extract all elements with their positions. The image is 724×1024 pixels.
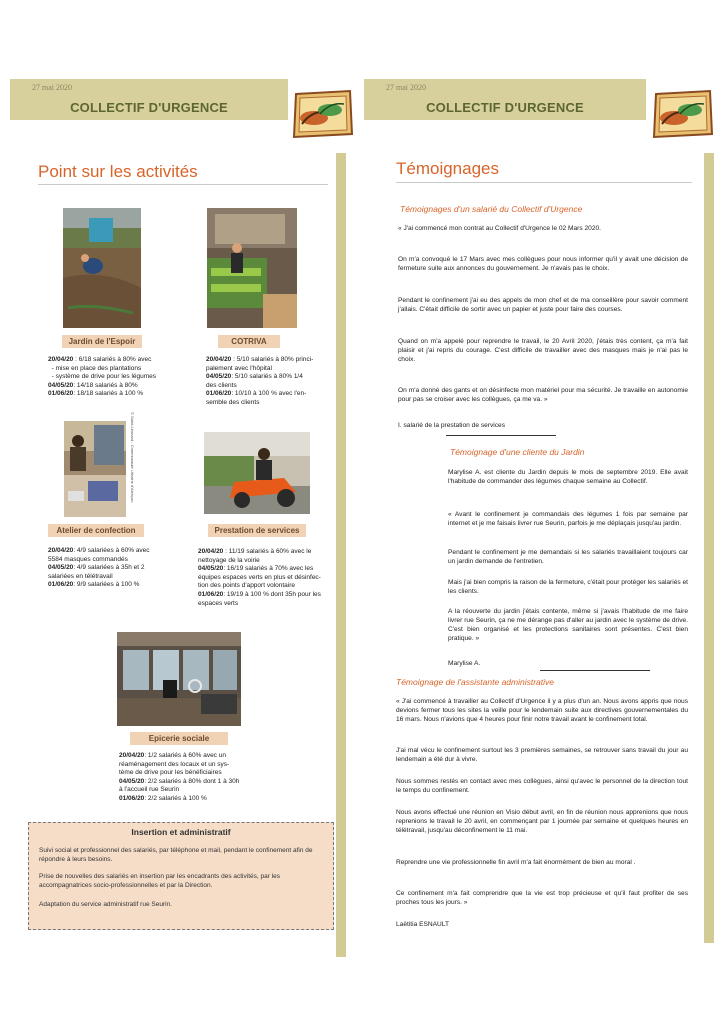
testimony-3-p6: Ce confinement m'a fait comprendre que la vie est trop précieuse et qu'il faut profiter de ses proches tous les jours. »	[396, 890, 688, 906]
epicerie-label: Epicerie sociale	[130, 732, 228, 745]
testimony-2-p3: Pendant le confinement je me demandais si les salariés travaillaient toujours car un jardin demande de l'entretien.	[448, 549, 688, 565]
testimony-3-signature: Laëtitia ESNAULT	[396, 921, 450, 928]
testimony-2-p2: « Avant le confinement je commandais des légumes 1 fois par semaine par internet et je me faisais livrer rue Seurin, parfois je me déplaçais jusqu'au jardin.	[448, 511, 688, 527]
hands-logo-icon	[652, 88, 714, 140]
vertical-rule	[336, 153, 346, 957]
prestation-photo	[204, 432, 310, 514]
insertion-p3: Adaptation du service administratif rue Seurin.	[39, 901, 172, 908]
testimony-2-p1: Marylise A. est cliente du Jardin depuis le mois de septembre 2019. Elle avait l'habitude de commander des légumes chaque semaine au Collectif.	[448, 469, 688, 485]
header-title: COLLECTIF D'URGENCE	[426, 100, 584, 115]
jardin-photo	[63, 208, 141, 328]
jardin-line: 01/06/20: 18/18 salariés à 100 %	[48, 390, 144, 398]
testimony-1-p2: On m'a convoqué le 17 Mars avec mes collègues pour nous informer qu'il y avait une décision de fermeture suite aux annonces du gouvernement. Je n'avais pas le choix.	[398, 256, 688, 272]
epicerie-line: 01/06/20: 2/2 salariés à 100 %	[119, 794, 207, 802]
testimony-2-signature: Marylise A.	[448, 660, 481, 667]
header-bar	[10, 79, 288, 120]
atelier-line: 5584 masques commandés	[48, 555, 128, 563]
epicerie-line: réaménagement des locaux et un sys-	[119, 760, 230, 768]
cotriva-line: 01/06/20: 10/10 à 100 % avec l'en-	[206, 390, 307, 398]
title-underline	[38, 184, 328, 185]
separator-line	[446, 435, 556, 436]
prestation-line: 01/06/20: 19/19 à 100 % dont 35h pour les	[198, 590, 321, 598]
hands-logo-icon	[292, 88, 354, 140]
cotriva-line: palement avec l'hôpital	[206, 364, 272, 372]
atelier-line: 20/04/20: 4/9 salariées à 60% avec	[48, 547, 150, 554]
prestation-line: espaces verts	[198, 599, 239, 607]
testimony-3-p1: « J'ai commencé à travailler au Collectif d'Urgence il y a plus d'un an. Nous avons appris que nous devions fermer tous les sites la veille pour le lendemain suite aux directives gouvernementales du 16 mars. Nous n'avions que 4 heures pour finir notre travail avant le confinement total.	[396, 698, 688, 723]
testimony-3-p2: J'ai mal vécu le confinement surtout les 3 premières semaines, se retrouver sans travail du jour au lendemain a été dur à vivre.	[396, 747, 688, 763]
testimony-2-title: Témoignage d'une cliente du Jardin	[450, 447, 585, 457]
epicerie-line: à l'accueil rue Seurin	[119, 786, 180, 794]
atelier-line: salariées en télétravail	[48, 572, 113, 580]
cotriva-photo	[207, 208, 297, 328]
prestation-line: 20/04/20 : 11/19 salariés à 60% avec le	[198, 548, 312, 555]
prestation-label: Prestation de services	[208, 524, 306, 537]
right-page	[362, 0, 724, 1024]
prestation-line: équipes espaces verts en plus et désinfec-	[198, 573, 321, 581]
testimony-3-p3: Nous sommes restés en contact avec mes collègues, ainsi qu'avec le personnel de la direction tout le temps du confinement.	[396, 778, 688, 794]
cotriva-line: 20/04/20 : 5/10 salariés à 80% princi-	[206, 356, 314, 363]
testimony-3-title: Témoignage de l'assistante administrative	[396, 677, 555, 687]
prestation-text	[198, 548, 334, 608]
header-bar	[364, 79, 646, 120]
cotriva-text	[206, 356, 334, 408]
prestation-line: tion des points d'apport volontaire	[198, 582, 295, 590]
atelier-line: 04/05/20: 4/9 salariées à 35h et 2	[48, 564, 145, 572]
page-title: Témoignages	[396, 159, 500, 178]
testimony-3-p4: Nous avons effectué une réunion en Visio début avril, en fin de réunion nous apprenions que nous reprenions le travail le 20 avril, en commençant par 1 journée par semaine et quelques heures en télétravail, jusqu'au déconfinement le 11 mai.	[396, 809, 688, 834]
testimony-3-p5: Reprendre une vie professionnelle fin avril m'a fait énormément de bien au moral .	[396, 859, 636, 866]
header-date: 27 mai 2020	[32, 83, 72, 92]
photo-credit-wrap	[128, 412, 136, 520]
epicerie-line: 04/05/20: 2/2 salariés à 80% dont 1 à 30h	[119, 777, 240, 785]
testimony-1-p4: Quand on m'a appelé pour reprendre le travail, le 20 Avril 2020, j'étais très content, ça m'a fait plaisir et j'ai repris du courage. C'est difficile de travailler avec des masques mais je n'ai pas le choix.	[398, 338, 688, 363]
epicerie-photo	[117, 632, 241, 726]
cotriva-line: 04/05/20: 5/10 salariés à 80% 1/4	[206, 373, 303, 381]
title-underline	[396, 182, 692, 183]
jardin-line: 04/05/20: 14/18 salariés à 80%	[48, 381, 138, 389]
testimony-1-title: Témoignages d'un salarié du Collectif d'Urgence	[400, 204, 583, 214]
header-date: 27 mai 2020	[386, 83, 426, 92]
atelier-label: Atelier de confection	[48, 524, 144, 537]
testimony-2-p5: A la réouverte du jardin j'étais contente, même si j'avais l'habitude de me faire livrer rue Seurin, ça ne me dérange pas d'aller au jardin avec le système de drive. C'est bien organisé et les protections sanitaires sont présentes. C'est bien pratique. »	[448, 608, 688, 642]
cotriva-label: COTRIVA	[218, 335, 280, 348]
jardin-line: - système de drive pour les légumes	[51, 373, 157, 381]
testimony-1-p1: « J'ai commencé mon contrat au Collectif d'Urgence le 02 Mars 2020.	[398, 225, 601, 232]
prestation-line: 04/05/20: 16/19 salariés à 70% avec les	[198, 565, 314, 573]
vertical-rule	[704, 153, 714, 943]
insertion-box	[28, 822, 334, 930]
jardin-text	[48, 356, 178, 399]
photo-credit: © Saint-Léonard - Communauté Urbaine d'Alençon	[130, 412, 135, 503]
testimony-1-p5: On m'a donné des gants et on désinfecte mon matériel pour ma sécurité. Je travaille en autonomie pour pas se croiser avec les collègues, ça me va. »	[398, 387, 688, 403]
jardin-label: Jardin de l'Espoir	[62, 335, 142, 348]
insertion-title: Insertion et administratif	[131, 827, 231, 837]
epicerie-line: 20/04/20: 1/2 salariés à 60% avec un	[119, 752, 226, 759]
header-title: COLLECTIF D'URGENCE	[70, 100, 228, 115]
atelier-photo	[64, 421, 126, 517]
cotriva-line: semble des clients	[206, 398, 260, 406]
page-title: Point sur les activités	[38, 162, 198, 181]
testimony-2-p4: Mais j'ai bien compris la raison de la fermeture, c'était pour protéger les salariés et les clients.	[448, 579, 689, 595]
insertion-p1: Suivi social et professionnel des salariés, par téléphone et mail, pendant le confinement afin de répondre à leurs besoins.	[39, 847, 313, 863]
epicerie-text	[119, 752, 269, 804]
jardin-line: 20/04/20 : 6/18 salariés à 80% avec	[48, 356, 152, 363]
atelier-text	[48, 547, 178, 590]
insertion-p2: Prise de nouvelles des salariés en insertion par les encadrants des activités, par les accompagnatrices socio-professionnelles et par la Direction.	[39, 873, 280, 889]
cotriva-line: des clients	[206, 381, 237, 389]
epicerie-line: tème de drive pour les bénéficiaires	[119, 769, 222, 777]
separator-line	[540, 670, 650, 671]
atelier-line: 01/06/20: 9/9 salariées à 100 %	[48, 581, 140, 589]
prestation-line: nettoyage de la voirie	[198, 556, 260, 564]
testimony-1-signature: I. salarié de la prestation de services	[398, 422, 506, 429]
jardin-line: - mise en place des plantations	[51, 364, 142, 372]
testimony-1-p3: Pendant le confinement j'ai eu des appels de mon chef et de ma conseillère pour savoir comment j'allais. C'était difficile de sortir avec un papier et juste pour faire des courses.	[398, 297, 688, 313]
